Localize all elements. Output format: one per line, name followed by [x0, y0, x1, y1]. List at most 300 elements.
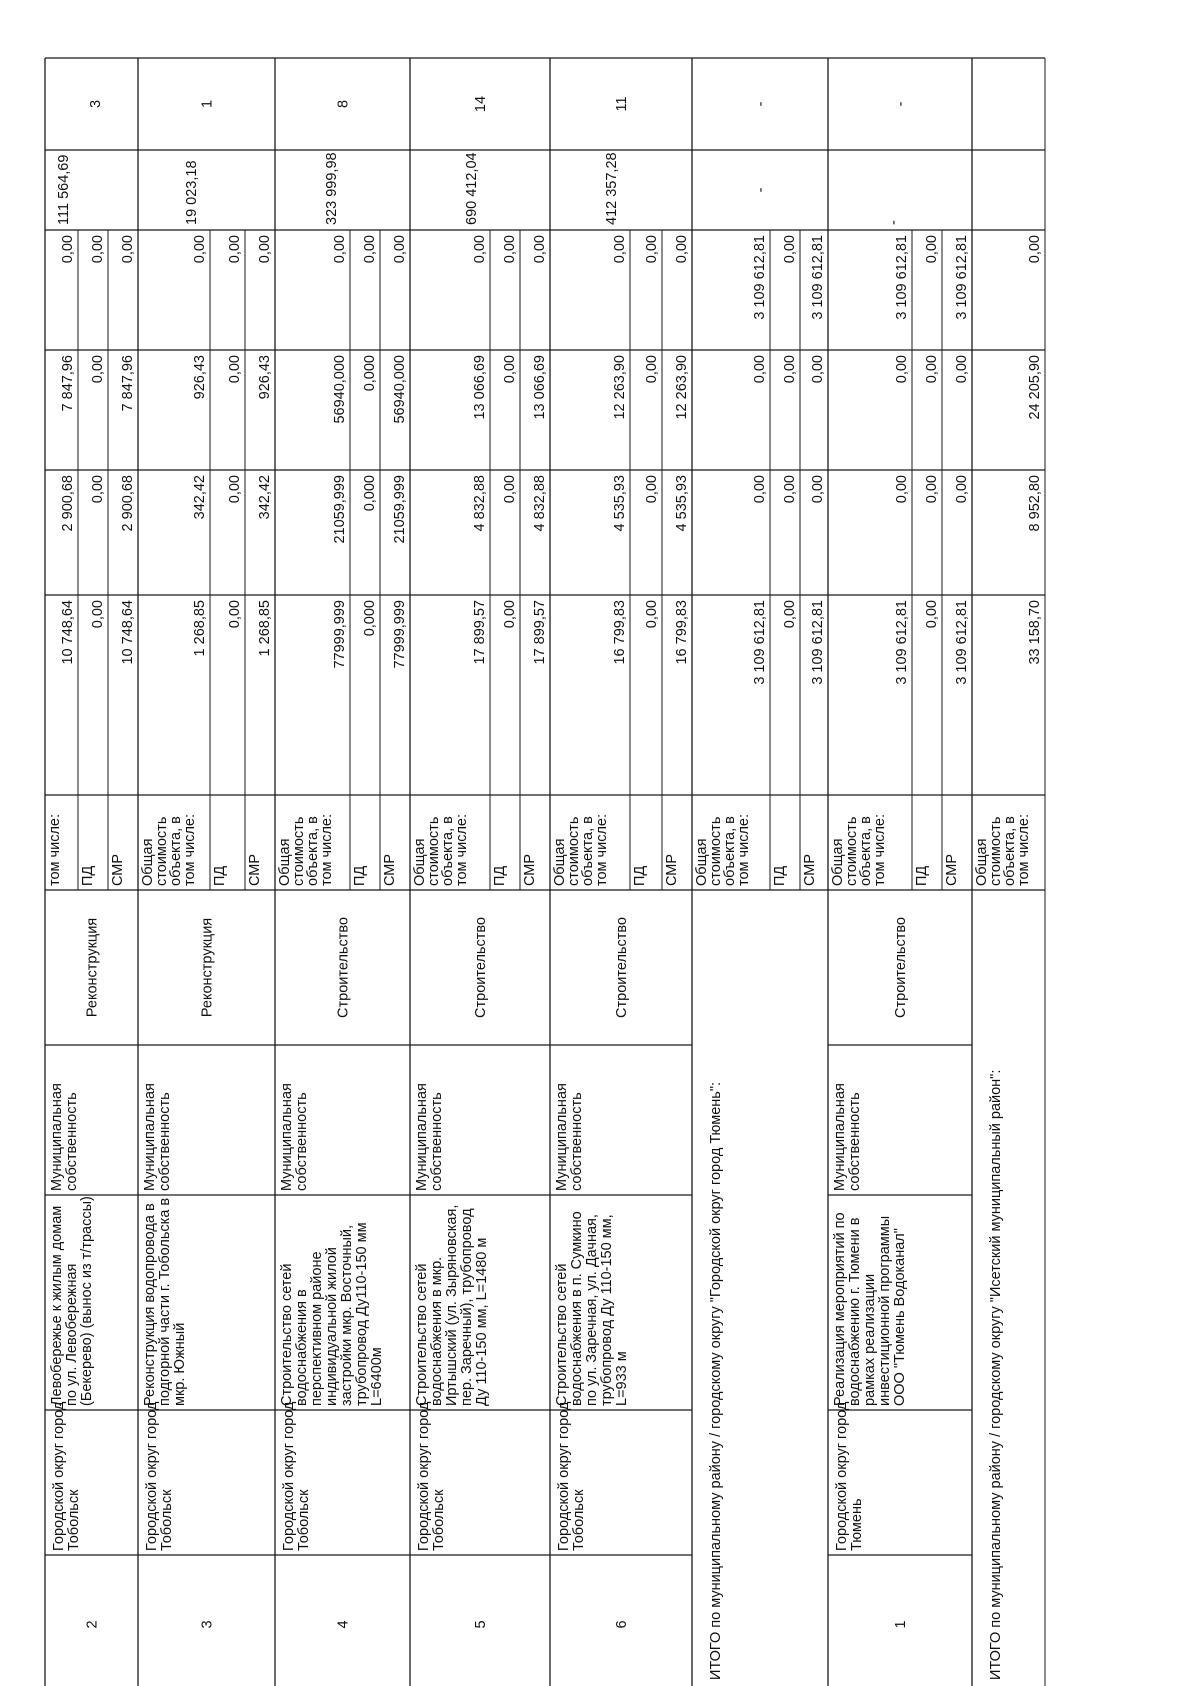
value-v2 — [362, 475, 378, 511]
work-type-cell — [85, 918, 101, 1017]
value-v4-line: 0,00 — [120, 235, 136, 264]
value-v4-line: 0,00 — [362, 235, 378, 264]
row-label-line: СМР — [382, 853, 398, 886]
value-v2-line: 0,00 — [90, 475, 106, 504]
row-number — [336, 1620, 352, 1628]
itogo-label — [708, 1082, 724, 1680]
district-cell-line: Тобольск — [66, 1489, 82, 1551]
value-v4 — [954, 235, 970, 320]
row-label — [664, 854, 680, 886]
object-name-cell-line: инвестиционной программы — [877, 1215, 893, 1406]
row-number-line: 2 — [84, 1620, 101, 1629]
value-v2 — [332, 475, 348, 544]
value-v4 — [1027, 235, 1043, 263]
row-label-line: объекта, в — [440, 816, 456, 886]
value-v1-line: 16 799,83 — [612, 600, 628, 665]
row-label — [492, 866, 508, 886]
ownership-cell-line: Муниципальная — [142, 1083, 158, 1191]
row-label-line: ПД — [492, 865, 508, 886]
row-label-line: стоимость — [426, 816, 442, 886]
ownership-cell-line: собственность — [847, 1092, 863, 1191]
value-v4 — [924, 235, 940, 263]
value-v2-line: 2 900,68 — [120, 475, 136, 532]
value-v1 — [612, 600, 628, 665]
value-v2 — [644, 475, 660, 503]
row-label-line: ПД — [80, 865, 96, 886]
value-v1 — [120, 600, 136, 665]
row-label-line: стоимость — [291, 816, 307, 886]
value-v1 — [924, 600, 940, 628]
value-v1 — [192, 600, 208, 656]
object-name-cell-line: Реализация мероприятий по — [832, 1212, 848, 1406]
value-v1-line: 0,00 — [924, 600, 940, 629]
value-v1-line: 17 899,57 — [472, 600, 488, 665]
value-v2 — [90, 475, 106, 503]
value-v1 — [532, 600, 548, 665]
value-v3 — [644, 355, 660, 383]
value-v2-line: 4 832,88 — [532, 475, 548, 532]
object-name-cell-line: рамках реализации — [862, 1273, 878, 1406]
row-label-line: СМР — [664, 853, 680, 886]
row-label — [212, 866, 228, 886]
district-cell-line: Тобольск — [431, 1489, 447, 1551]
object-name-cell-line: перспективном районе — [309, 1251, 325, 1406]
value-v1 — [782, 600, 798, 628]
value-v3-line: 0,00 — [894, 355, 910, 384]
value-v3-line: 0,00 — [924, 355, 940, 384]
ownership-cell-line: Муниципальная — [49, 1083, 65, 1191]
value-v1-line: 77999,999 — [332, 600, 348, 669]
last-column-value — [200, 100, 216, 108]
value-v1 — [954, 600, 970, 685]
last-column-value-line: 11 — [614, 96, 630, 112]
value-v4-line: 3 109 612,81 — [954, 235, 970, 320]
last-column-value — [473, 96, 489, 112]
row-label — [802, 854, 818, 886]
value-v4 — [894, 235, 910, 320]
row-number-line: 4 — [335, 1620, 352, 1629]
row-label-line: объекта, в — [1002, 816, 1018, 886]
value-v4-line: 0,00 — [1027, 235, 1043, 264]
value-v3 — [120, 355, 136, 411]
value-v4 — [674, 235, 690, 263]
value-v2 — [392, 475, 408, 544]
work-type-cell — [893, 917, 909, 1018]
row-label-line: ПД — [212, 865, 228, 886]
value-v4-line: 0,00 — [90, 235, 106, 264]
value-v1 — [472, 600, 488, 665]
value-v1-line: 1 268,85 — [192, 600, 208, 657]
row-number-line: 3 — [199, 1620, 216, 1629]
value-v3-line: 0,00 — [227, 355, 243, 384]
row-label — [80, 866, 96, 886]
value-v1-line: 3 109 612,81 — [954, 600, 970, 685]
last-column-value-line: 1 — [199, 99, 216, 109]
value-v2-line: 0,00 — [924, 475, 940, 504]
value-v3 — [924, 355, 940, 383]
value-v1-line: 10 748,64 — [60, 600, 76, 665]
value-v2-line: 0,00 — [894, 475, 910, 504]
value-v2-line: 0,00 — [782, 475, 798, 504]
value-v1 — [60, 600, 76, 665]
row-label-line: СМР — [110, 853, 126, 886]
value-v3-line: 0,00 — [752, 355, 768, 384]
work-type-cell — [614, 917, 630, 1018]
work-type-cell-line: Реконструкция — [84, 917, 101, 1018]
value-v3-line: 7 847,96 — [120, 355, 136, 412]
row-label-line: том числе: — [454, 814, 470, 886]
value-v3 — [954, 355, 970, 383]
value-v1-line: 3 109 612,81 — [752, 600, 768, 685]
object-total-line: - — [886, 220, 902, 225]
row-label-line: ПД — [352, 865, 368, 886]
row-label-line: Общая — [694, 838, 710, 886]
ownership-cell — [414, 1083, 445, 1191]
object-name-cell-line: по ул. Левобережная — [64, 1263, 80, 1406]
district-cell-line: Городской округ город — [144, 1401, 160, 1551]
object-total — [753, 187, 769, 192]
object-name-cell-line: Строительство сетей — [554, 1263, 570, 1406]
object-name-cell-line: Ду 110-150 мм, L=1480 м — [474, 1237, 490, 1406]
work-type-cell-line: Строительство — [473, 917, 489, 1018]
object-name-cell-line: Реконструкция водопровода в — [142, 1203, 158, 1406]
object-name-cell-line: L=6400м — [369, 1347, 385, 1406]
object-name-cell-line: пер. Заречный), трубопровод — [459, 1208, 475, 1406]
row-number-line: 5 — [473, 1620, 489, 1629]
row-label-line: СМР — [802, 853, 818, 886]
value-v3-line: 13 066,69 — [472, 355, 488, 420]
value-v4-line: 0,00 — [472, 235, 488, 264]
value-v4 — [90, 235, 106, 263]
value-v3 — [1027, 355, 1043, 420]
value-v2 — [954, 475, 970, 503]
row-label-line: том числе: — [872, 814, 888, 886]
row-label — [352, 866, 368, 886]
row-number — [85, 1620, 101, 1628]
district-cell-line: Городской округ город — [416, 1401, 432, 1551]
value-v2 — [472, 475, 488, 531]
value-v2 — [227, 475, 243, 503]
row-number — [200, 1620, 216, 1628]
value-v1 — [362, 600, 378, 636]
value-v3 — [472, 355, 488, 420]
object-name-cell-line: по ул. Заречная, ул. Дачная, — [584, 1214, 600, 1406]
value-v4 — [60, 235, 76, 263]
work-type-cell-line: Строительство — [893, 917, 909, 1018]
row-label-line: стоимость — [154, 816, 170, 886]
ownership-cell-line: Муниципальная — [414, 1083, 430, 1191]
value-v3-line: 13 066,69 — [532, 355, 548, 420]
district-cell-line: Городской округ город — [281, 1401, 297, 1551]
value-v2-line: 0,00 — [752, 475, 768, 504]
value-v2 — [532, 475, 548, 531]
ownership-cell-line: собственность — [429, 1092, 445, 1191]
row-label-line: ПД — [632, 865, 648, 886]
value-v2-line: 21059,999 — [332, 475, 348, 544]
object-name-cell-line: подгорной части г. Тобольска в — [157, 1197, 173, 1406]
value-v3-line: 0,00 — [644, 355, 660, 384]
value-v3 — [894, 355, 910, 383]
value-v1 — [810, 600, 826, 685]
district-cell-line: Городской округ город — [834, 1401, 850, 1551]
value-v4-line: 3 109 612,81 — [752, 235, 768, 320]
object-name-cell-line: трубопровод Ду110-150 мм — [354, 1222, 370, 1406]
ownership-cell-line: собственность — [569, 1092, 585, 1191]
value-v4-line: 0,00 — [644, 235, 660, 264]
value-v2 — [120, 475, 136, 531]
object-name-cell-line: ООО "Тюмень Водоканал" — [892, 1228, 908, 1406]
value-v3-line: 0,00 — [954, 355, 970, 384]
object-total — [464, 152, 480, 225]
value-v3 — [60, 355, 76, 411]
row-label-line: Общая — [552, 838, 568, 886]
value-v2-line: 342,42 — [192, 475, 208, 520]
value-v2-line: 4 535,93 — [612, 475, 628, 532]
row-label-line: том числе: — [1016, 814, 1032, 886]
object-total-line: 690 412,04 — [464, 152, 480, 225]
value-v2-line: 342,42 — [257, 475, 273, 520]
value-v3-line: 0,000 — [362, 355, 378, 392]
value-v1 — [332, 600, 348, 669]
value-v1-line: 3 109 612,81 — [810, 600, 826, 685]
object-name-cell-line: водоснабжения в мкр. — [429, 1256, 445, 1406]
value-v1 — [894, 600, 910, 685]
last-column-value-line: - — [893, 101, 909, 107]
object-name-cell-line: трубопровод Ду 110-150 мм, — [599, 1214, 615, 1406]
district-cell-line: Городской округ город — [556, 1401, 572, 1551]
value-v1 — [392, 600, 408, 669]
row-label-line: объекта, в — [305, 816, 321, 886]
row-number — [473, 1620, 489, 1628]
value-v2-line: 0,00 — [810, 475, 826, 504]
ownership-cell — [142, 1083, 173, 1191]
value-v1 — [674, 600, 690, 665]
value-v4 — [257, 235, 273, 263]
value-v2-line: 4 535,93 — [674, 475, 690, 532]
value-v3 — [782, 355, 798, 383]
value-v2 — [674, 475, 690, 531]
last-column-value-line: 14 — [473, 95, 489, 113]
row-label-line: стоимость — [708, 816, 724, 886]
object-name-cell-line: водоснабжения в — [294, 1289, 310, 1406]
value-v4-line: 0,00 — [612, 235, 628, 264]
work-type-cell-line: Строительство — [335, 917, 352, 1018]
itogo-label-line: ИТОГО по муниципальному району / городскому округу "Городской округ город Тюмень": — [708, 1081, 724, 1680]
ownership-cell-line: собственность — [64, 1092, 80, 1191]
value-v1-line: 0,00 — [782, 600, 798, 629]
value-v3 — [332, 355, 348, 424]
ownership-cell — [49, 1083, 80, 1191]
value-v1-line: 1 268,85 — [257, 600, 273, 657]
value-v4 — [532, 235, 548, 263]
value-v4-line: 0,00 — [392, 235, 408, 264]
row-label-line: Общая — [830, 838, 846, 886]
last-column-value-line: 3 — [88, 99, 104, 109]
value-v1-line: 10 748,64 — [120, 600, 136, 665]
value-v2 — [612, 475, 628, 531]
value-v1-line: 0,00 — [90, 600, 106, 629]
value-v1 — [90, 600, 106, 628]
value-v3-line: 926,43 — [192, 355, 208, 400]
object-name-cell-line: мкр. Южный — [172, 1322, 188, 1406]
value-v4 — [502, 235, 518, 263]
value-v4 — [782, 235, 798, 263]
value-v2 — [192, 475, 208, 519]
row-label-line: Общая — [140, 838, 156, 886]
value-v4-line: 0,00 — [924, 235, 940, 264]
value-v1 — [752, 600, 768, 685]
row-label-line: том числе: — [47, 814, 63, 886]
value-v3-line: 0,00 — [502, 355, 518, 384]
object-total — [56, 155, 72, 225]
value-v4 — [192, 235, 208, 263]
object-total-line: 111 564,69 — [56, 154, 72, 225]
value-v1-line: 77999,999 — [392, 600, 408, 669]
value-v4 — [612, 235, 628, 263]
value-v1-line: 17 899,57 — [532, 600, 548, 665]
value-v4-line: 0,00 — [227, 235, 243, 264]
value-v3 — [192, 355, 208, 399]
row-label — [110, 854, 126, 886]
row-label-line: стоимость — [566, 816, 582, 886]
value-v1-line: 0,00 — [502, 600, 518, 629]
value-v3 — [257, 355, 273, 399]
value-v3 — [612, 355, 628, 420]
row-number — [893, 1620, 909, 1628]
last-column-value — [893, 101, 909, 106]
district-cell-line: Городской округ город — [51, 1401, 67, 1551]
value-v2 — [257, 475, 273, 519]
row-label-line: СМР — [247, 853, 263, 886]
district-cell-line: Тобольск — [296, 1489, 312, 1551]
value-v3 — [810, 355, 826, 383]
object-total — [604, 152, 620, 225]
value-v1-line: 0,000 — [362, 600, 378, 637]
object-total-line: - — [753, 187, 769, 193]
value-v2-line: 4 832,88 — [472, 475, 488, 532]
value-v1 — [502, 600, 518, 628]
value-v1-line: 0,00 — [227, 600, 243, 629]
row-label-line: ПД — [914, 865, 930, 886]
ownership-cell — [832, 1083, 863, 1191]
itogo-label — [988, 1070, 1004, 1680]
row-label-line: объекта, в — [168, 816, 184, 886]
row-label — [382, 854, 398, 886]
value-v3 — [362, 355, 378, 391]
value-v4 — [362, 235, 378, 263]
value-v3 — [532, 355, 548, 420]
last-column-value-line: - — [753, 101, 769, 107]
value-v4 — [227, 235, 243, 263]
row-label-line: стоимость — [844, 816, 860, 886]
row-number-line: 1 — [893, 1620, 909, 1629]
value-v4 — [120, 235, 136, 263]
last-column-value — [753, 101, 769, 106]
row-label-line: Общая — [277, 838, 293, 886]
object-name-cell-line: Строительство сетей — [279, 1263, 295, 1406]
value-v4-line: 3 109 612,81 — [810, 235, 826, 320]
value-v4-line: 3 109 612,81 — [894, 235, 910, 320]
ownership-cell-line: Муниципальная — [279, 1083, 295, 1191]
value-v2-line: 0,00 — [502, 475, 518, 504]
value-v2 — [924, 475, 940, 503]
value-v3 — [90, 355, 106, 383]
row-label — [772, 866, 788, 886]
value-v2 — [60, 475, 76, 531]
value-v3 — [392, 355, 408, 424]
row-number-line: 6 — [614, 1620, 630, 1629]
value-v3 — [752, 355, 768, 383]
work-type-cell — [336, 917, 352, 1018]
object-total — [184, 160, 200, 225]
ownership-cell-line: собственность — [157, 1092, 173, 1191]
object-name-cell-line: Строительство сетей — [414, 1263, 430, 1406]
ownership-cell — [279, 1083, 310, 1191]
value-v2 — [810, 475, 826, 503]
row-label-line: объекта, в — [722, 816, 738, 886]
value-v1-line: 33 158,70 — [1027, 600, 1043, 665]
value-v4-line: 0,00 — [257, 235, 273, 264]
value-v3-line: 0,00 — [782, 355, 798, 384]
object-name-cell-line: водоснабжения в п. Сумкино — [569, 1211, 585, 1406]
row-label — [522, 854, 538, 886]
ownership-cell-line: собственность — [294, 1092, 310, 1191]
row-label-line: объекта, в — [580, 816, 596, 886]
value-v1-line: 3 109 612,81 — [894, 600, 910, 685]
object-name-cell-line: Иртышский (ул. Зыряновская, — [444, 1204, 460, 1406]
row-label — [632, 866, 648, 886]
value-v4-line: 0,00 — [60, 235, 76, 264]
value-v4-line: 0,00 — [532, 235, 548, 264]
value-v3-line: 24 205,90 — [1027, 355, 1043, 420]
value-v2 — [894, 475, 910, 503]
object-total-line: 323 999,98 — [324, 152, 340, 225]
value-v3-line: 0,00 — [90, 355, 106, 384]
value-v1-line: 0,00 — [644, 600, 660, 629]
value-v2 — [502, 475, 518, 503]
row-label — [47, 814, 63, 886]
object-name-cell-line: Левобережье к жилым домам — [49, 1205, 65, 1406]
last-column-value — [336, 100, 352, 108]
value-v1-line: 16 799,83 — [674, 600, 690, 665]
value-v4 — [332, 235, 348, 263]
itogo-label-line: ИТОГО по муниципальному району / городскому округу "Исетский муниципальный район": — [988, 1069, 1004, 1680]
value-v3-line: 56940,000 — [332, 355, 348, 424]
row-label-line: объекта, в — [858, 816, 874, 886]
object-name-cell-line: водоснабжению г. Тюмени в — [847, 1217, 863, 1406]
value-v3-line: 12 263,90 — [674, 355, 690, 420]
value-v3 — [502, 355, 518, 383]
object-name-cell-line: L=933 м — [614, 1351, 630, 1406]
value-v4-line: 0,00 — [674, 235, 690, 264]
row-label-line: СМР — [944, 853, 960, 886]
object-total — [886, 220, 902, 225]
object-name-cell-line: (Бекерево) (вынос из т/трассы) — [79, 1196, 95, 1406]
value-v2 — [752, 475, 768, 503]
object-name-cell-line: индивидуальной жилой — [324, 1247, 340, 1406]
work-type-cell — [473, 917, 489, 1018]
last-column-value — [614, 96, 630, 111]
value-v1 — [1027, 600, 1043, 665]
object-total-line: 19 023,18 — [184, 160, 200, 225]
object-total-line: 412 357,28 — [604, 152, 620, 225]
last-column-value-line: 8 — [335, 99, 352, 109]
value-v4 — [752, 235, 768, 320]
value-v2-line: 0,00 — [954, 475, 970, 504]
value-v2-line: 2 900,68 — [60, 475, 76, 532]
ownership-cell — [554, 1083, 585, 1191]
district-cell-line: Тюмень — [849, 1498, 865, 1551]
